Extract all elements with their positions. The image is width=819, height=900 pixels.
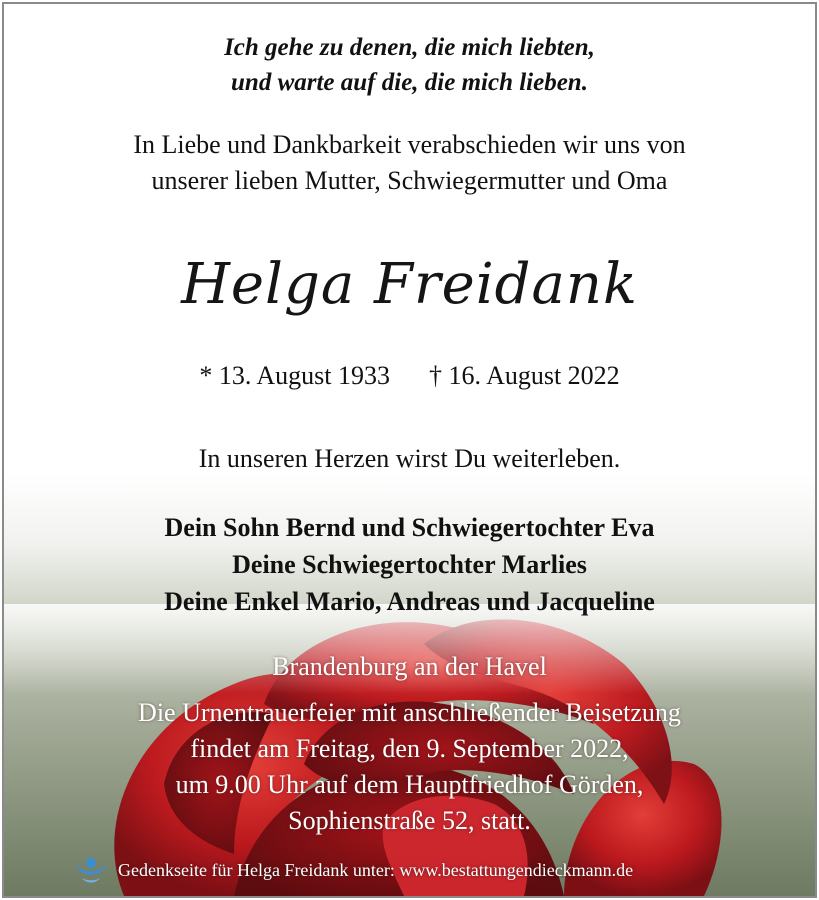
bestattungen-logo-icon	[74, 854, 108, 886]
quote-line-1: Ich gehe zu denen, die mich liebten,	[224, 34, 595, 61]
obituary-card	[2, 2, 817, 898]
mourner-line-3: Deine Enkel Mario, Andreas und Jacqueline	[164, 587, 655, 616]
memorial-page-link[interactable]: Gedenkseite für Helga Freidank unter: www.bestattungendieckmann.de	[118, 859, 634, 880]
ceremony-line-3: um 9.00 Uhr auf dem Hauptfriedhof Görden,	[175, 770, 644, 799]
life-dates	[4, 361, 815, 391]
death-date: † 16. August 2022	[429, 361, 620, 390]
ceremony-line-1: Die Urnentrauerfeier mit anschließender Beisetzung	[138, 698, 681, 727]
deceased-name: Helga Freidank	[181, 252, 638, 317]
obituary-content	[4, 4, 815, 896]
place: Brandenburg an der Havel	[272, 652, 547, 681]
mourner-line-1: Dein Sohn Bernd und Schwiegertochter Eva	[164, 513, 655, 542]
ceremony-line-4: Sophienstraße 52, statt.	[288, 806, 531, 835]
quote-line-2: und warte auf die, die mich lieben.	[231, 69, 588, 96]
birth-date: * 13. August 1933	[199, 361, 390, 390]
mourner-line-2: Deine Schwiegertochter Marlies	[232, 550, 587, 579]
intro-line-1: In Liebe und Dankbarkeit verabschieden wir uns von	[133, 130, 686, 159]
memorial-page-footer	[74, 854, 633, 886]
intro-line-2: unserer lieben Mutter, Schwiegermutter und Oma	[151, 166, 668, 195]
motto: In unseren Herzen wirst Du weiterleben.	[198, 444, 621, 473]
ceremony-line-2: findet am Freitag, den 9. September 2022,	[190, 734, 629, 763]
